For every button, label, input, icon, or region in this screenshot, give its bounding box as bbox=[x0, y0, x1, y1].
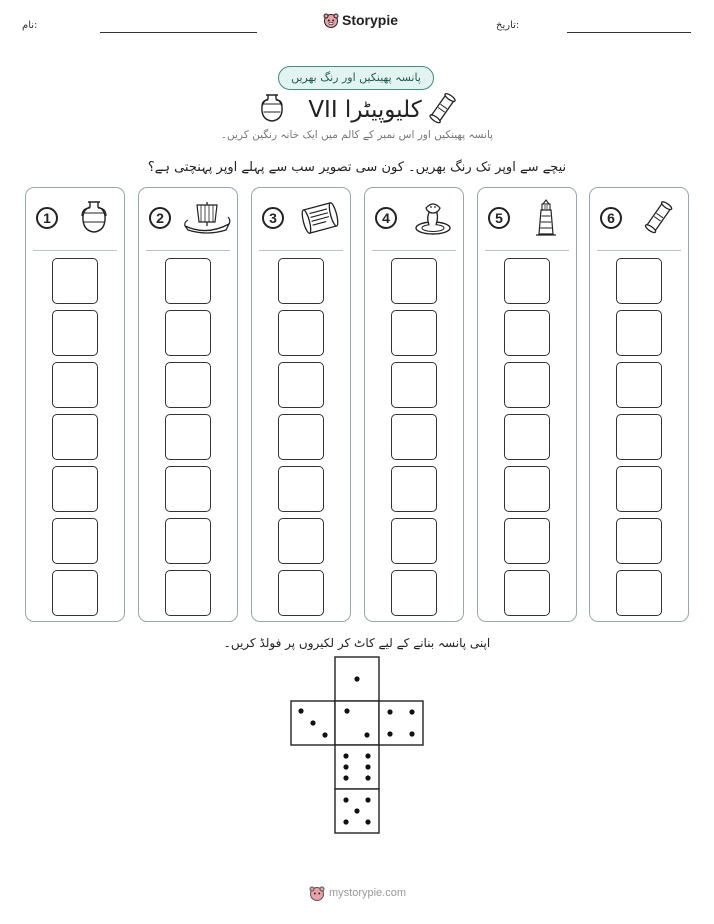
footer bbox=[309, 885, 406, 901]
brand-name: Storypie bbox=[342, 12, 399, 28]
title-row bbox=[0, 92, 714, 128]
coloring-box[interactable] bbox=[165, 414, 211, 460]
dice-column-6 bbox=[589, 187, 689, 622]
coloring-box[interactable] bbox=[391, 414, 437, 460]
coloring-boxes bbox=[165, 258, 211, 622]
coloring-box[interactable] bbox=[52, 414, 98, 460]
column-number: 5 bbox=[488, 207, 510, 229]
coloring-box[interactable] bbox=[504, 570, 550, 616]
column-divider bbox=[597, 250, 681, 251]
column-number: 6 bbox=[600, 207, 622, 229]
activity-badge: پانسہ پھینکیں اور رنگ بھریں bbox=[278, 66, 434, 90]
coloring-box[interactable] bbox=[52, 466, 98, 512]
coloring-box[interactable] bbox=[391, 570, 437, 616]
coloring-box[interactable] bbox=[504, 466, 550, 512]
scroll-rolled-icon bbox=[428, 92, 456, 126]
vase-icon bbox=[70, 198, 118, 238]
column-divider bbox=[485, 250, 569, 251]
subtitle: پانسہ پھینکیں اور اس نمبر کے کالم میں ایک خانہ رنگین کریں۔ bbox=[220, 129, 494, 141]
question: نیچے سے اوپر تک رنگ بھریں۔ کون سی تصویر سب سے پہلے اوپر پہنچتی ہے؟ bbox=[147, 160, 567, 175]
coloring-box[interactable] bbox=[504, 362, 550, 408]
dice-column-3 bbox=[251, 187, 351, 622]
cobra-icon bbox=[409, 198, 457, 238]
lighthouse-icon bbox=[522, 198, 570, 238]
coloring-boxes bbox=[278, 258, 324, 622]
coloring-box[interactable] bbox=[616, 258, 662, 304]
coloring-box[interactable] bbox=[391, 310, 437, 356]
coloring-box[interactable] bbox=[391, 518, 437, 564]
coloring-box[interactable] bbox=[165, 518, 211, 564]
dice-column-4 bbox=[364, 187, 464, 622]
column-divider bbox=[372, 250, 456, 251]
name-line[interactable] bbox=[100, 32, 257, 33]
date-label: تاریخ: bbox=[496, 20, 520, 31]
coloring-box[interactable] bbox=[616, 570, 662, 616]
coloring-box[interactable] bbox=[504, 414, 550, 460]
column-divider bbox=[146, 250, 230, 251]
dice-face-lower bbox=[335, 745, 379, 789]
coloring-box[interactable] bbox=[391, 466, 437, 512]
dice-face-top bbox=[335, 657, 379, 701]
coloring-box[interactable] bbox=[165, 258, 211, 304]
coloring-box[interactable] bbox=[616, 466, 662, 512]
dice-face-bottom bbox=[335, 789, 379, 833]
cut-fold-instruction: اپنی پانسہ بنانے کے لیے کاٹ کر لکیروں پر فولڈ کریں۔ bbox=[223, 636, 491, 650]
coloring-box[interactable] bbox=[504, 258, 550, 304]
dice-face-right bbox=[379, 701, 423, 745]
coloring-box[interactable] bbox=[616, 310, 662, 356]
scroll-rolled-icon bbox=[634, 198, 682, 238]
coloring-box[interactable] bbox=[52, 362, 98, 408]
coloring-box[interactable] bbox=[504, 310, 550, 356]
dice-column-5 bbox=[477, 187, 577, 622]
brand-logo bbox=[323, 12, 398, 28]
coloring-box[interactable] bbox=[165, 570, 211, 616]
footer-url[interactable]: mystorypie.com bbox=[329, 887, 407, 899]
dice-face-center bbox=[335, 701, 379, 745]
coloring-box[interactable] bbox=[165, 362, 211, 408]
coloring-box[interactable] bbox=[278, 362, 324, 408]
date-line[interactable] bbox=[567, 32, 691, 33]
column-number: 2 bbox=[149, 207, 171, 229]
coloring-box[interactable] bbox=[165, 466, 211, 512]
ship-icon bbox=[183, 198, 231, 238]
column-number: 4 bbox=[375, 207, 397, 229]
coloring-boxes bbox=[504, 258, 550, 622]
coloring-box[interactable] bbox=[504, 518, 550, 564]
coloring-box[interactable] bbox=[278, 414, 324, 460]
coloring-box[interactable] bbox=[52, 258, 98, 304]
column-divider bbox=[259, 250, 343, 251]
name-label: نام: bbox=[22, 20, 38, 31]
column-number: 1 bbox=[36, 207, 58, 229]
column-divider bbox=[33, 250, 117, 251]
coloring-box[interactable] bbox=[391, 258, 437, 304]
storypie-mascot-icon bbox=[323, 12, 339, 28]
dice-column-2 bbox=[138, 187, 238, 622]
coloring-box[interactable] bbox=[165, 310, 211, 356]
coloring-box[interactable] bbox=[52, 310, 98, 356]
vase-icon bbox=[258, 92, 286, 124]
coloring-box[interactable] bbox=[616, 362, 662, 408]
coloring-box[interactable] bbox=[278, 570, 324, 616]
column-number: 3 bbox=[262, 207, 284, 229]
dice-column-1 bbox=[25, 187, 125, 622]
coloring-box[interactable] bbox=[278, 466, 324, 512]
coloring-boxes bbox=[616, 258, 662, 622]
coloring-box[interactable] bbox=[52, 570, 98, 616]
coloring-box[interactable] bbox=[616, 414, 662, 460]
dice-face-left bbox=[291, 701, 335, 745]
coloring-box[interactable] bbox=[278, 518, 324, 564]
coloring-boxes bbox=[52, 258, 98, 622]
coloring-box[interactable] bbox=[278, 310, 324, 356]
coloring-box[interactable] bbox=[52, 518, 98, 564]
scroll-open-icon bbox=[296, 198, 344, 238]
coloring-box[interactable] bbox=[616, 518, 662, 564]
coloring-box[interactable] bbox=[391, 362, 437, 408]
page-title: کلیوپیٹرا VII bbox=[308, 97, 422, 123]
coloring-boxes bbox=[391, 258, 437, 622]
coloring-box[interactable] bbox=[278, 258, 324, 304]
storypie-mascot-icon bbox=[309, 885, 325, 901]
